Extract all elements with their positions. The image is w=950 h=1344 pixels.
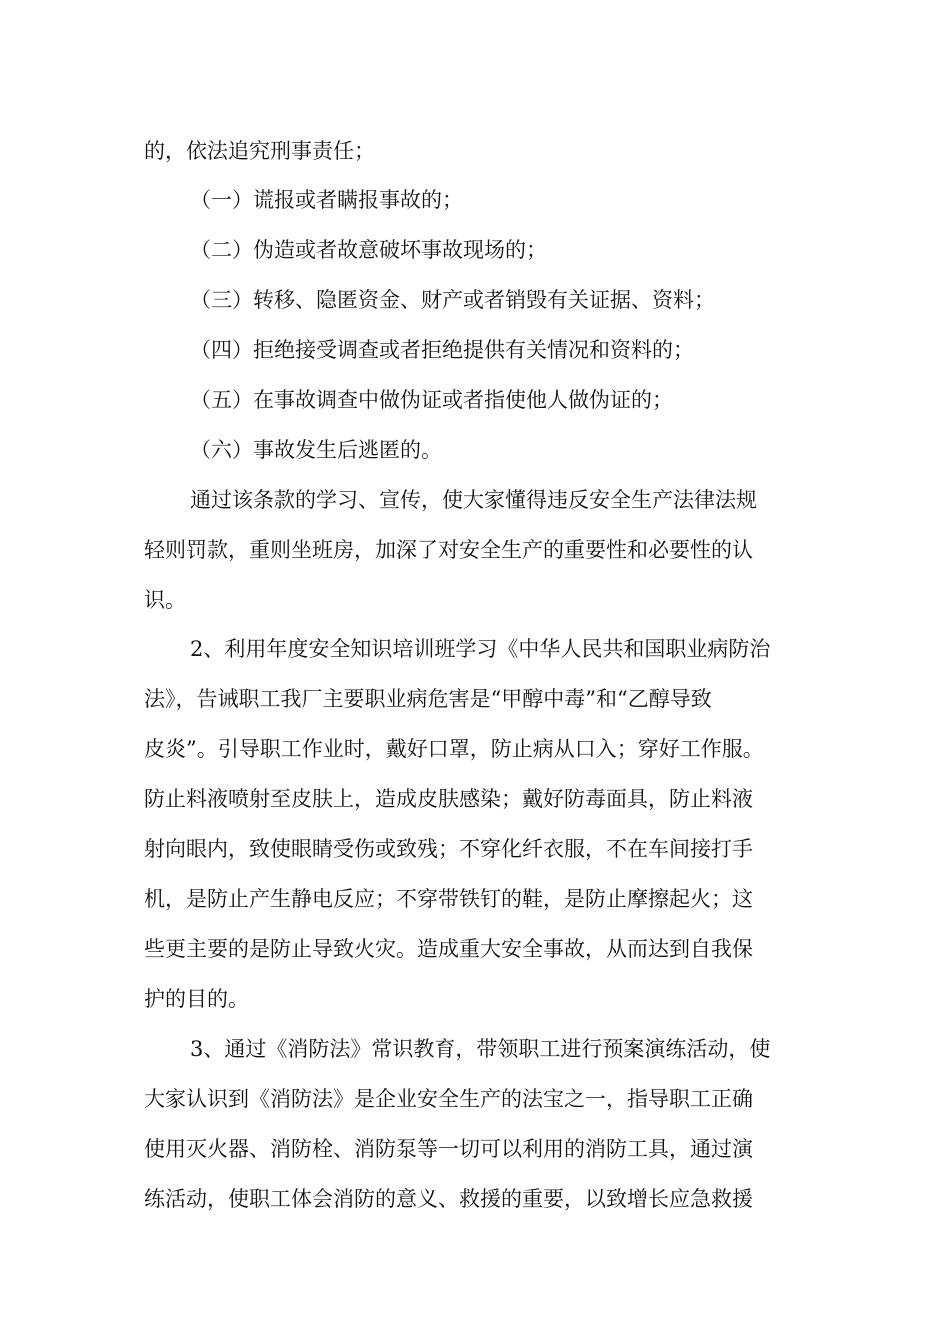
list-item: （六）事故发生后逃匿的。 [190, 438, 442, 462]
list-item: （二）伪造或者故意破坏事故现场的； [190, 238, 547, 262]
paragraph-line: 轻则罚款，重则坐班房，加深了对安全生产的重要性和必要性的认 [144, 538, 753, 562]
paragraph-line: 射向眼内，致使眼睛受伤或致残；不穿化纤衣服，不在车间接打手 [144, 837, 753, 861]
paragraph-line: 机，是防止产生静电反应；不穿带铁钉的鞋，是防止摩擦起火；这 [144, 887, 753, 911]
paragraph-line: 大家认识到《消防法》是企业安全生产的法宝之一，指导职工正确 [144, 1087, 753, 1111]
paragraph-line: 些更主要的是防止导致火灾。造成重大安全事故，从而达到自我保 [144, 937, 753, 961]
paragraph-line: 防止料液喷射至皮肤上，造成皮肤感染；戴好防毒面具，防止料液 [144, 787, 753, 811]
paragraph-line: 3、通过《消防法》常识教育，带领职工进行预案演练活动，使 [190, 1037, 771, 1061]
paragraph-line: 练活动，使职工体会消防的意义、救援的重要，以致增长应急救援 [144, 1187, 753, 1211]
paragraph-line: 法》，告诫职工我厂主要职业病危害是“甲醇中毒”和“乙醇导致 [144, 687, 712, 711]
paragraph-line: 使用灭火器、消防栓、消防泵等一切可以利用的消防工具，通过演 [144, 1137, 753, 1161]
list-item: （四）拒绝接受调查或者拒绝提供有关情况和资料的； [190, 338, 694, 362]
list-item: （一）谎报或者瞒报事故的； [190, 188, 463, 212]
paragraph-line: 护的目的。 [144, 987, 249, 1011]
paragraph-line: 识。 [144, 588, 186, 612]
text-line: 的，依法追究刑事责任； [144, 139, 375, 163]
paragraph-line: 皮炎”。引导职工作业时，戴好口罩，防止病从口入；穿好工作服。 [144, 737, 764, 761]
list-item: （三）转移、隐匿资金、财产或者销毁有关证据、资料； [190, 288, 715, 312]
list-item: （五）在事故调查中做伪证或者指使他人做伪证的； [190, 388, 673, 412]
paragraph-line: 2、利用年度安全知识培训班学习《中华人民共和国职业病防治 [190, 637, 771, 661]
paragraph-line: 通过该条款的学习、宣传，使大家懂得违反安全生产法律法规 [190, 488, 757, 512]
